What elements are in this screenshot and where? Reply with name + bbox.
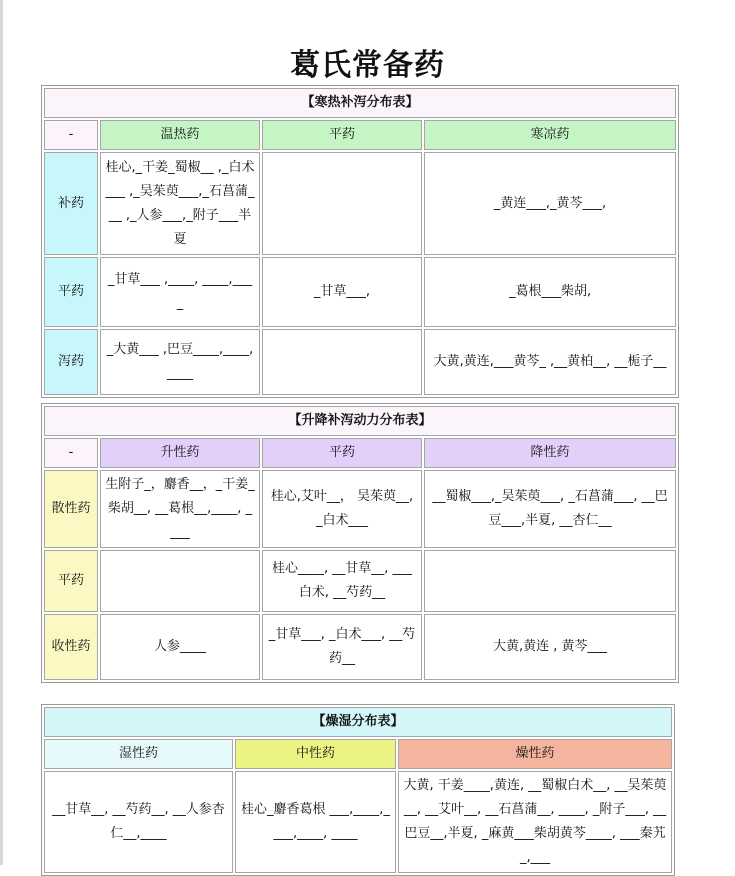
header-falling: 降性药 <box>424 438 676 468</box>
table-cell: 大黄,黄连,___黄芩_ ,__黄柏__, __栀子__ <box>424 329 676 395</box>
row-label: 平药 <box>44 550 98 612</box>
row-label: 散性药 <box>44 470 98 548</box>
row-label: 收性药 <box>44 614 98 680</box>
header-dry: 燥性药 <box>398 739 672 769</box>
table-cell: 大黄,黄连 , 黄芩___ <box>424 614 676 680</box>
page-title: 葛氏常备药 <box>290 48 445 83</box>
table-cell: 桂心____, __甘草__, ___白术, __芍药__ <box>262 550 422 612</box>
table-caption: 【寒热补泻分布表】 <box>44 88 676 118</box>
table-cell: _甘草___, _白术___, __芍药__ <box>262 614 422 680</box>
cold-hot-table <box>41 85 679 398</box>
header-warm: 温热药 <box>100 120 260 150</box>
table-cell: 人参____ <box>100 614 260 680</box>
row-label: 泻药 <box>44 329 98 395</box>
table-cell: 桂心,_干姜_蜀椒__ ,_白术___ ,_吴茱萸___,_石菖蒲___ ,_人参___,_附子___半夏 <box>100 152 260 255</box>
rise-fall-table <box>41 403 679 683</box>
table-cell: 桂心_麝香葛根 ___,____,____,____, ____ <box>235 771 396 873</box>
table-cell: __蜀椒___,_吴茱萸___, _石菖蒲___, __巴豆___,半夏, __杏仁__ <box>424 470 676 548</box>
header-rising: 升性药 <box>100 438 260 468</box>
row-label: 平药 <box>44 257 98 327</box>
table-caption: 【燥湿分布表】 <box>44 707 672 737</box>
header-wet: 湿性药 <box>44 739 233 769</box>
table-cell: _甘草___ ,____, ____,____ <box>100 257 260 327</box>
page-left-border <box>0 0 3 865</box>
table-cell <box>262 329 422 395</box>
row-label: 补药 <box>44 152 98 255</box>
header-neutral: 平药 <box>262 438 422 468</box>
table-cell <box>262 152 422 255</box>
header-neutral: 平药 <box>262 120 422 150</box>
table-cell: __甘草__, __芍药__, __人参杏仁__,____ <box>44 771 233 873</box>
corner-cell: - <box>44 438 98 468</box>
table-cell: 生附子_，麝香__，_干姜_柴胡__, __葛根__,____, ____ <box>100 470 260 548</box>
table-cell <box>424 550 676 612</box>
header-cold: 寒凉药 <box>424 120 676 150</box>
table-cell: _黄连___,_黄芩___, <box>424 152 676 255</box>
corner-cell: - <box>44 120 98 150</box>
table-cell <box>100 550 260 612</box>
dry-wet-table <box>41 704 675 876</box>
header-neutral: 中性药 <box>235 739 396 769</box>
table-caption: 【升降补泻动力分布表】 <box>44 406 676 436</box>
table-cell: 大黄, 干姜____,黄连, __蜀椒白术__, __吴茱萸__, __艾叶__, __石菖蒲__, ____, _附子___, __巴豆__,半夏, _麻黄___柴胡黄芩____, ___秦艽_,___ <box>398 771 672 873</box>
table-cell: _葛根___柴胡, <box>424 257 676 327</box>
table-cell: 桂心,艾叶__， 吴茱萸__, _白术___ <box>262 470 422 548</box>
table-cell: _大黄___ ,巴豆____,____,____ <box>100 329 260 395</box>
table-cell: _甘草___, <box>262 257 422 327</box>
